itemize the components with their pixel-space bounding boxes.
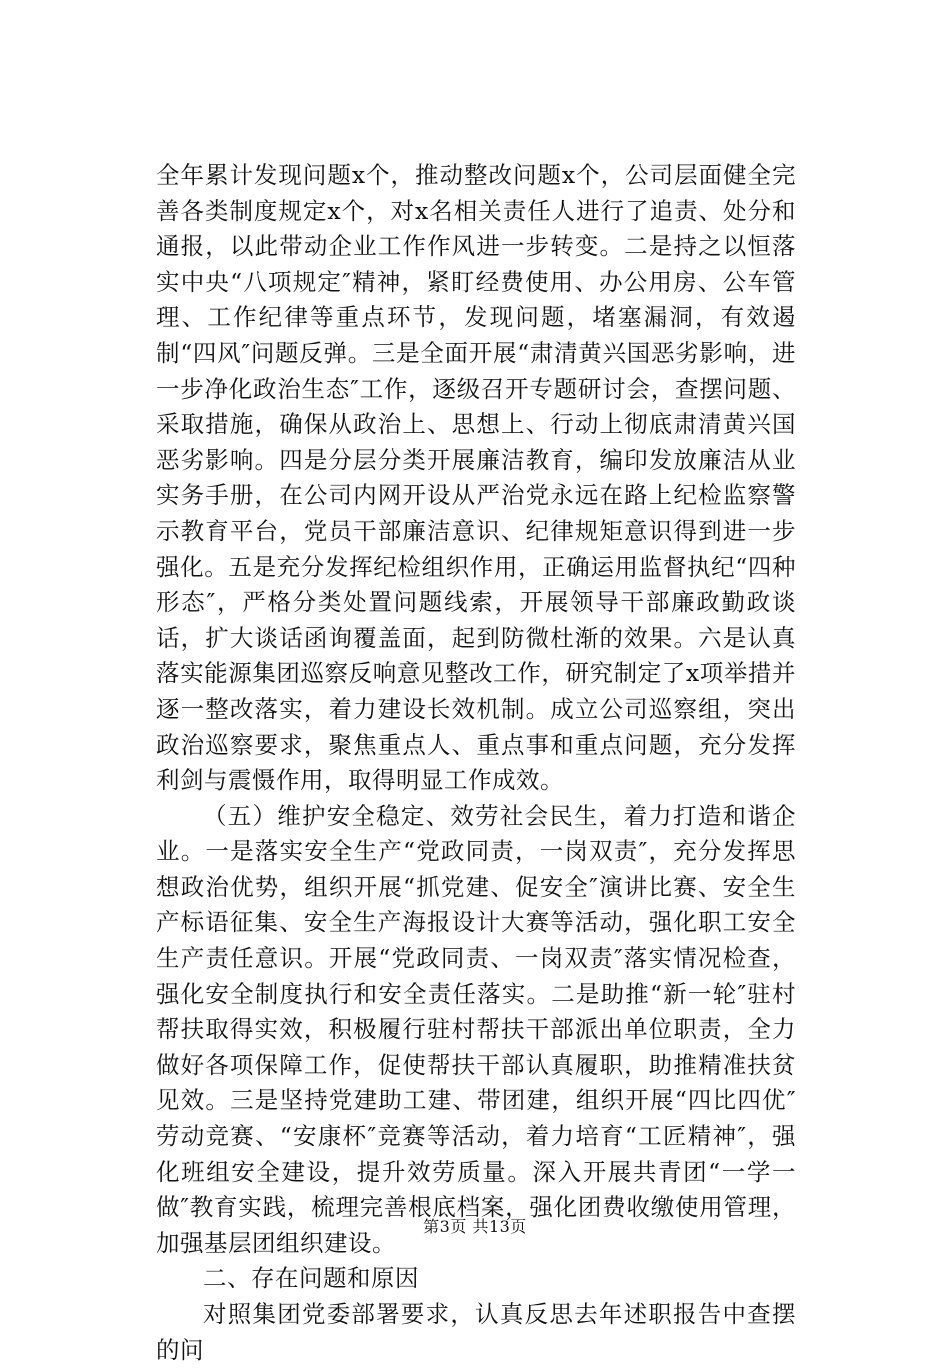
paragraph-continuation: 全年累计发现问题x个，推动整改问题x个，公司层面健全完善各类制度规定x个，对x名相关责任人进行了追责、处分和通报，以此带动企业工作作风进一步转变。二是持之以恒落实中央“八项规定″精神，紧盯经费使用、办公用房、公车管理、工作纪律等重点环节，发现问题，堵塞漏洞，有效遏制“四风″问题反弹。三是全面开展“肃清黄兴国恶劣影响，进一步净化政治生态″工作，逐级召开专题研讨会，查摆问题、采取措施，确保从政治上、思想上、行动上彻底肃清黄兴国恶劣影响。四是分层分类开展廉洁教育，编印发放廉洁从业实务手册，在公司内网开设从严治党永远在路上纪检监察警示教育平台，党员干部廉洁意识、纪律规矩意识得到进一步强化。五是充分发挥纪检组织作用，正确运用监督执纪“四种形态″，严格分类处置问题线索，开展领导干部廉政勤政谈话，扩大谈话函询覆盖面，起到防微杜渐的效果。六是认真落实能源集团巡察反响意见整改工作，研究制定了x项举措并逐一整改落实，着力建设长效机制。成立公司巡察组，突出政治巡察要求，聚焦重点人、重点事和重点问题，充分发挥利剑与震慑作用，取得明显工作成效。 (156, 161, 796, 795)
paragraph-problems-intro: 对照集团党委部署要求，认真反思去年述职报告中查摆的问 (156, 1300, 796, 1364)
document-body (156, 158, 796, 1368)
page-footer: 第3页 共13页 (423, 1217, 527, 1236)
paragraph-section-five: （五）维护安全稳定、效劳社会民生，着力打造和谐企业。一是落实安全生产“党政同责，一岗双责″，充分发挥思想政治优势，组织开展“抓党建、促安全″演讲比赛、安全生产标语征集、安全生产海报设计大赛等活动，强化职工安全生产责任意识。开展“党政同责、一岗双责″落实情况检查，强化安全制度执行和安全责任落实。二是助推“新一轮″驻村帮扶取得实效，积极履行驻村帮扶干部派出单位职责，全力做好各项保障工作，促使帮扶干部认真履职，助推精准扶贫见效。三是坚持党建助工建、带团建，组织开展“四比四优″劳动竞赛、“安康杯″竞赛等活动，着力培育“工匠精神″，强化班组安全建设，提升效劳质量。深入开展共青团“一学一做″教育实践，梳理完善根底档案，强化团费收缴使用管理，加强基层团组织建设。 (156, 801, 796, 1257)
section-heading-problems: 二、存在问题和原因 (203, 1264, 419, 1293)
